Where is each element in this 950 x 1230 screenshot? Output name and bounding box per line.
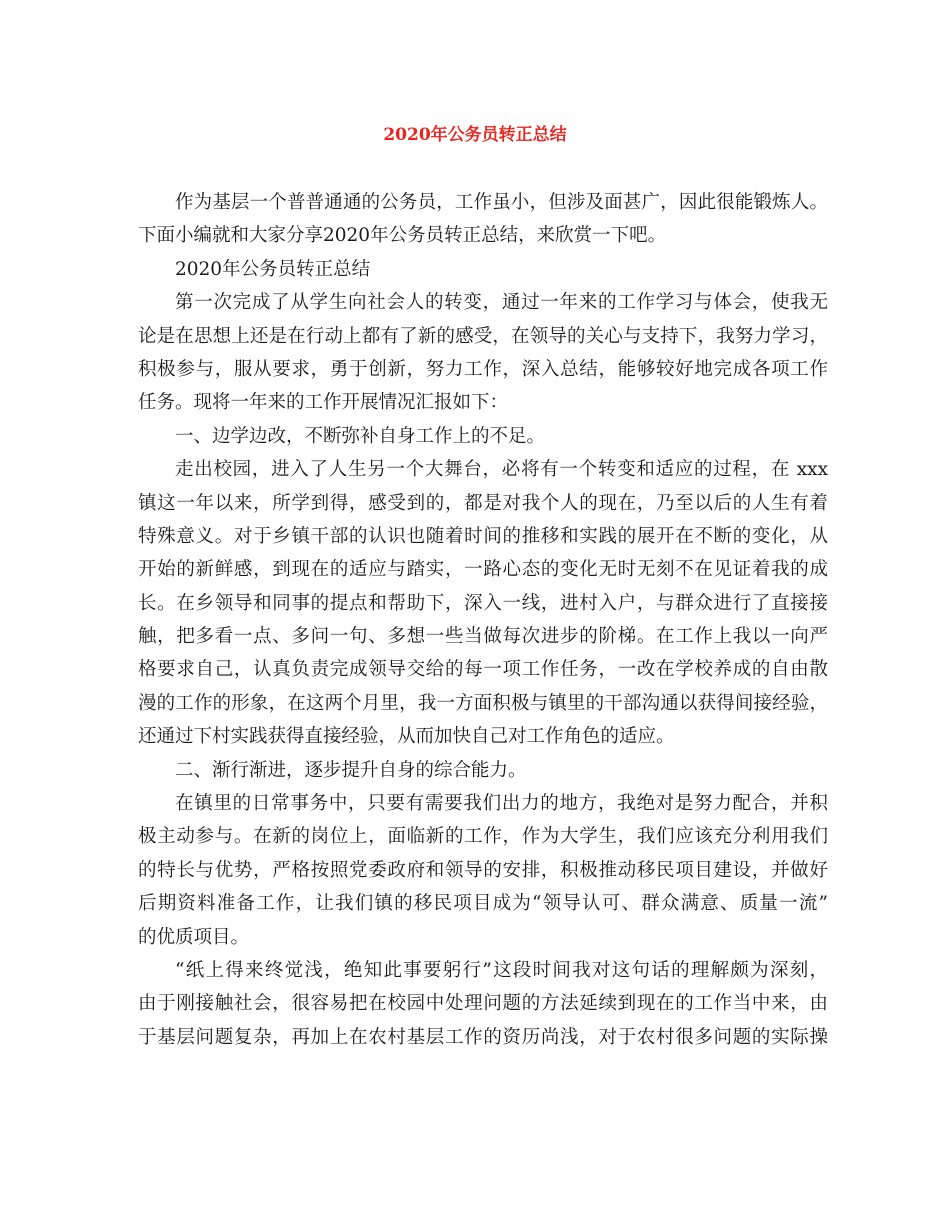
text-line: 还通过下村实践获得直接经验，从而加快自己对工作角色的适应。	[138, 726, 675, 748]
text-line: 在镇里的日常事务中，只要有需要我们出力的地方，我绝对是努力配合，并积	[175, 793, 828, 815]
text-line: 特殊意义。对于乡镇干部的认识也随着时间的推移和实践的展开在不断的变化，从	[138, 525, 828, 547]
text-line: 格要求自己，认真负责完成领导交给的每一项工作任务，一改在学校养成的自由散	[138, 659, 828, 681]
text-line: 论是在思想上还是在行动上都有了新的感受，在领导的关心与支持下，我努力学习，	[138, 325, 828, 347]
text-line: “纸上得来终觉浅，绝知此事要躬行”这段时间我对这句话的理解颇为深刻，	[175, 959, 828, 981]
text-line: 第一次完成了从学生向社会人的转变，通过一年来的工作学习与体会，使我无	[175, 292, 828, 314]
text-line: 下面小编就和大家分享2020年公务员转正总结，来欣赏一下吧。	[138, 225, 667, 247]
text-line: 作为基层一个普普通通的公务员，工作虽小，但涉及面甚广，因此很能锻炼人。	[175, 192, 828, 213]
text-line: 于基层问题复杂，再加上在农村基层工作的资历尚浅，对于农村很多问题的实际操	[138, 1026, 828, 1048]
text-line: 极主动参与。在新的岗位上，面临新的工作，作为大学生，我们应该充分利用我们	[138, 826, 828, 848]
text-line: 后期资料准备工作，让我们镇的移民项目成为“领导认可、群众满意、质量一流”	[138, 893, 828, 915]
text-line: 积极参与，服从要求，勇于创新，努力工作，深入总结，能够较好地完成各项工作	[138, 358, 828, 380]
text-line: 一、边学边改，不断弥补自身工作上的不足。	[175, 425, 546, 447]
text-line: 2020年公务员转正总结	[175, 258, 371, 280]
text-line: 开始的新鲜感，到现在的适应与踏实，一路心态的变化无时无刻不在见证着我的成	[138, 559, 828, 581]
text-line: 漫的工作的形象，在这两个月里，我一方面积极与镇里的干部沟通以获得间接经验，	[138, 692, 828, 714]
text-line: 二、渐行渐进，逐步提升自身的综合能力。	[175, 759, 527, 781]
text-line: 的优质项目。	[138, 926, 250, 948]
text-line: 由于刚接触社会，很容易把在校园中处理问题的方法延续到现在的工作当中来，由	[138, 993, 828, 1015]
document-body	[138, 186, 828, 1054]
text-line: 长。在乡领导和同事的提点和帮助下，深入一线，进村入户，与群众进行了直接接	[138, 592, 828, 614]
text-line: 的特长与优势，严格按照党委政府和领导的安排，积极推动移民项目建设，并做好	[138, 859, 828, 881]
text-line: 镇这一年以来，所学到得，感受到的，都是对我个人的现在，乃至以后的人生有着	[138, 492, 828, 514]
document-title: 2020年公务员转正总结	[383, 125, 567, 145]
text-line: 走出校园，进入了人生另一个大舞台，必将有一个转变和适应的过程，在 xxx	[175, 459, 828, 481]
text-line: 任务。现将一年来的工作开展情况汇报如下：	[138, 392, 509, 414]
text-line: 触，把多看一点、多问一句、多想一些当做每次进步的阶梯。在工作上我以一向严	[138, 626, 828, 648]
